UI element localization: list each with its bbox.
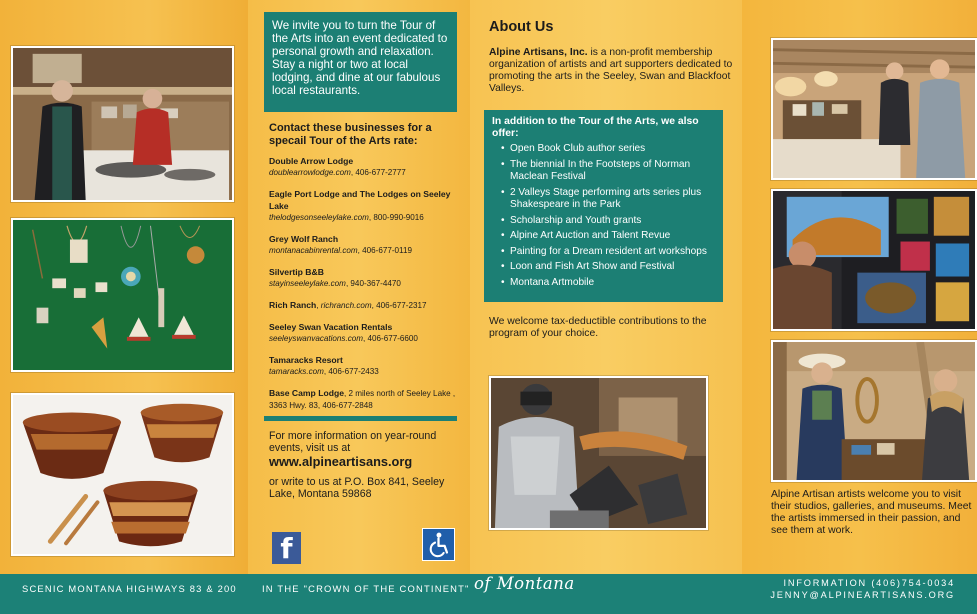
business-website[interactable]: doublearrowlodge.com	[269, 168, 351, 177]
footer-band	[0, 574, 977, 614]
business-name: Grey Wolf Ranch	[269, 234, 339, 244]
offer-item: • Painting for a Dream resident art workshops	[501, 246, 715, 259]
business-name: Tamaracks Resort	[269, 355, 343, 365]
offer-item: • The biennial In the Footsteps of Norman Maclean Festival	[501, 159, 715, 184]
business-item	[269, 233, 464, 257]
business-phone: , 800-990-9016	[368, 213, 424, 222]
photo-painter-at-work	[771, 189, 977, 331]
business-name: Silvertip B&B	[269, 267, 324, 277]
business-phone: 2 miles north of Seeley Lake , 3363 Hwy. 83, 406-677-2848	[269, 389, 456, 410]
invite-text: We invite you to turn the Tour of the Arts into an event dedicated to personal growth and relaxation. Stay a night or two at local lodging, and dine at our fabulous local restaurants.	[272, 19, 448, 97]
wheelchair-icon	[422, 528, 455, 561]
welcome-contributions: We welcome tax-deductible contributions to the program of your choice.	[489, 316, 707, 339]
footer-email[interactable]: JENNY@ALPINEARTISANS.ORG	[770, 590, 955, 600]
offer-item: • Alpine Art Auction and Talent Revue	[501, 230, 715, 243]
offers-list	[492, 143, 715, 289]
footer-crown: IN THE "CROWN OF THE CONTINENT"	[262, 583, 470, 594]
about-description	[489, 47, 734, 95]
more-info-block	[269, 430, 464, 500]
business-website[interactable]: tamaracks.com	[269, 367, 324, 376]
photo-metal-artist	[489, 376, 708, 530]
business-item: Base Camp Lodge, 2 miles north of Seeley Lake , 3363 Hwy. 83, 406-677-2848	[269, 388, 456, 410]
business-name: Seeley Swan Vacation Rentals	[269, 322, 393, 332]
footer-montana-script: of Montana	[474, 574, 575, 593]
business-phone: , 406-677-6600	[363, 334, 418, 343]
organization-name: Alpine Artisans, Inc.	[489, 47, 588, 58]
studio-invite-text: Alpine Artisan artists welcome you to visit their studios, galleries, and museums. Meet the artists immersed in their passion, and see them at work.	[771, 489, 972, 536]
panel-lodging	[248, 0, 470, 574]
photo-gallery-visitors	[771, 38, 977, 180]
business-item	[269, 266, 464, 290]
about-title: About Us	[489, 19, 554, 35]
business-phone: , 406-677-2433	[323, 367, 379, 376]
offer-item: • Open Book Club author series	[501, 143, 715, 156]
business-phone: , 940-367-4470	[345, 279, 401, 288]
business-website[interactable]: stayinseeleylake.com	[269, 279, 346, 288]
more-info-text: For more information on year-round events, visit us at	[269, 430, 437, 454]
invite-box	[264, 12, 457, 112]
offer-item: • Scholarship and Youth grants	[501, 215, 715, 228]
business-website[interactable]: thelodgesonseeleylake.com	[269, 213, 369, 222]
contact-heading: Contact these businesses for a specail Tour of the Arts rate:	[269, 122, 432, 147]
business-phone: , 406-677-2317	[371, 301, 427, 310]
photo-artisans-studio	[771, 340, 977, 482]
photo-artists-at-show	[11, 46, 234, 202]
photo-jewelry-display	[11, 218, 234, 372]
mailing-address: or write to us at P.O. Box 841, Seeley Lake, Montana 59868	[269, 476, 445, 500]
offers-heading: In addition to the Tour of the Arts, we also offer:	[492, 116, 699, 139]
website-link[interactable]: www.alpineartisans.org	[269, 454, 413, 469]
offer-item: • Loon and Fish Art Show and Festival	[501, 261, 715, 274]
business-name: Eagle Port Lodge and The Lodges on Seeley Lake	[269, 189, 451, 211]
panel-photos-left	[0, 0, 248, 574]
facebook-icon[interactable]: f	[272, 532, 301, 564]
business-phone: , 406-677-2777	[350, 168, 406, 177]
business-name: Rich Ranch	[269, 300, 317, 310]
business-list	[269, 155, 464, 421]
business-phone: , 406-677-0119	[357, 246, 412, 255]
footer-highways: SCENIC MONTANA HIGHWAYS 83 & 200	[22, 583, 237, 594]
business-website[interactable]: richranch.com	[320, 301, 372, 310]
footer-phone: INFORMATION (406)754-0034	[783, 578, 955, 588]
photo-wooden-bowls	[11, 393, 234, 556]
business-item	[269, 354, 464, 378]
business-item	[269, 188, 464, 224]
panel-about	[470, 0, 742, 574]
offer-item: • 2 Valleys Stage performing arts series plus Shakespeare in the Park	[501, 187, 715, 212]
offers-box	[484, 110, 723, 302]
business-item: Rich Ranch, richranch.com, 406-677-2317	[269, 300, 427, 310]
divider-bar	[264, 416, 457, 421]
business-name: Base Camp Lodge	[269, 388, 344, 398]
business-website[interactable]: montanacabinrental.com	[269, 246, 358, 255]
footer-contact	[770, 577, 955, 601]
business-item	[269, 321, 464, 345]
about-text: is a non-profit membership organization of artists and art supporters dedicated to promoting the arts in the Seeley, Swan and Blackfoot Valleys.	[489, 47, 733, 94]
business-website[interactable]: seeleyswanvacations.com	[269, 334, 364, 343]
business-name: Double Arrow Lodge	[269, 156, 354, 166]
offer-item: • Montana Artmobile	[501, 277, 715, 290]
panel-studios	[742, 0, 977, 574]
business-item	[269, 155, 464, 179]
